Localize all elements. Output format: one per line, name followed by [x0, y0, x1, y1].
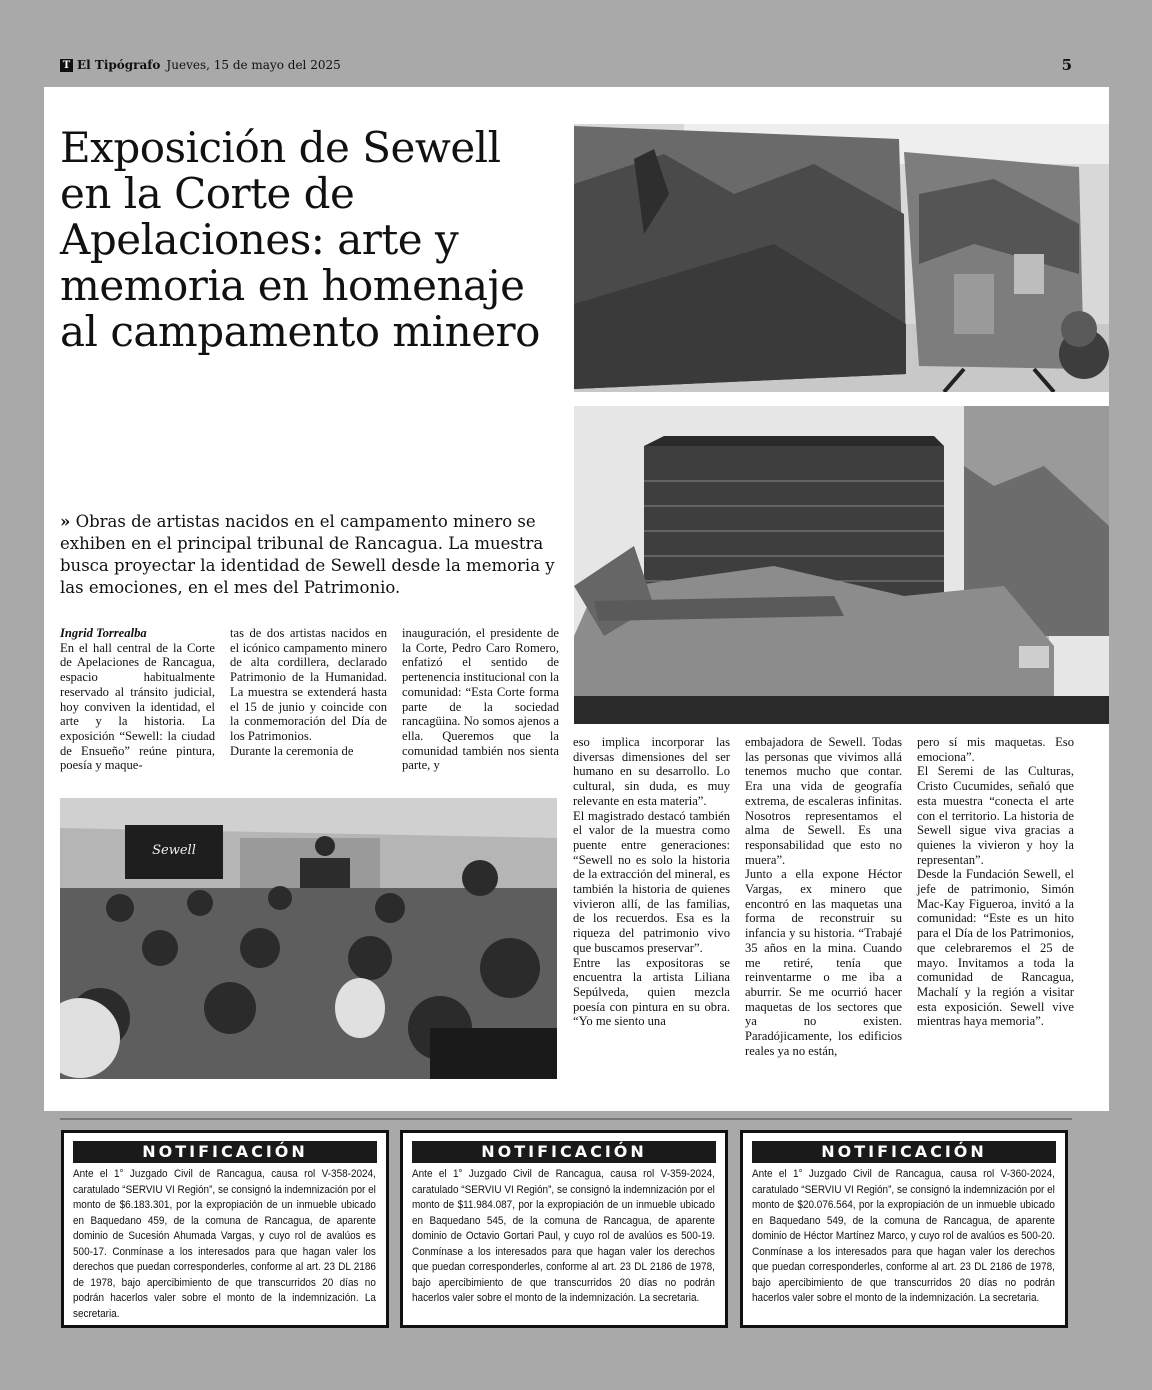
audience-photo — [60, 798, 557, 1079]
paragraph: Junto a ella expone Héctor Vargas, ex minero que encontró en las maquetas una forma de reconstruir su infancia y su historia. “Trabajé 35 años en la mina. Cuando me retiré, tenía que reinventarme o me iba a aburrir. Se me ocurrió hacer maquetas de los sectores que ya no existen. Paradójicamente, los edificios reales ya no están, — [745, 867, 902, 1058]
issue-date: Jueves, 15 de mayo del 2025 — [166, 58, 341, 72]
text-column-6 — [917, 735, 1074, 1029]
notice-body: Ante el 1° Juzgado Civil de Rancagua, causa rol V-360-2024, caratulado “SERVIU VI Región”, se consignó la indemnización por el monto de $20.076.564, por la expropiación de un inmueble ubicado en Baquedano 549, de la comuna de Rancagua, de aparente dominio de Héctor Martínez Marco, y cuyo rol de avalúos es 500-20. Conmínase a los interesados para que hagan valer los derechos que puedan corresponderles, conforme al art. 23 DL 2186 de 1978, bajo apercibimiento de que transcurridos 20 días no podrán hacerlos valer sobre el monto de la indemnización. La secretaria. — [752, 1168, 1055, 1304]
paragraph: Entre las expositoras se encuentra la artista Liliana Sepúlveda, quien mezcla poesía con pintura en su obra. “Yo me siento una — [573, 955, 730, 1029]
paragraph: El magistrado destacó también el valor de la muestra como puente entre generaciones: “Sewell no es solo la historia de la extracción del mineral, es también la historia de quienes vivieron allí, de las familias, de los recuerdos. Esa es la riqueza del patrimonio vivo que buscamos preservar”. — [573, 808, 730, 955]
notice-body: Ante el 1° Juzgado Civil de Rancagua, causa rol V-359-2024, caratulado “SERVIU VI Región”, se consignó la indemnización por el monto de $11.984.087, por la expropiación de un inmueble ubicado en Baquedano 545, de la comuna de Rancagua, de aparente dominio de Octavio Gortari Paul, y cuyo rol de avalúos es 500-19. Conmínase a los interesados para que hagan valer los derechos que puedan corresponderles, conforme al art. 23 DL 2186 de 1978, bajo apercibimiento de que transcurridos 20 días no podrán hacerlos valer sobre el monto de la indemnización. La secretaria. — [412, 1168, 715, 1304]
paragraph: pero sí mis maquetas. Eso emociona”. — [917, 735, 1074, 764]
paragraph: Desde la Fundación Sewell, el jefe de patrimonio, Simón Mac-Kay Figueroa, invitó a la comunidad: “Este es un hito para el Día de los Patrimonios, que celebraremos el 25 de mayo. Invitamos a toda la comunidad de Rancagua, Machalí y la región a visitar esta exposición. Sewell vive mientras haya memoria”. — [917, 867, 1074, 1029]
text-column-1 — [60, 626, 215, 773]
screen-text: Sewell — [152, 843, 196, 858]
maqueta-photo — [574, 406, 1109, 724]
notice-heading: NOTIFICACIÓN — [73, 1141, 377, 1163]
paragraph: En el hall central de la Corte de Apelaciones de Rancagua, espacio habitualmente reservado al tránsito judicial, hoy conviven la identidad, el arte y la historia. La exposición “Sewell: la ciudad de Ensueño” reúne pintura, poesía y maque- — [60, 640, 215, 773]
deck-marker-icon: » — [60, 512, 71, 531]
paragraph: embajadora de Sewell. Todas las personas que vivimos allá tenemos mucho que contar. Era una vida de geografía extrema, de escaleras infinitas. Nosotros representamos el alma de Sewell. Es una responsabilidad que esto no muera”. — [745, 735, 902, 867]
notice-heading: NOTIFICACIÓN — [752, 1141, 1056, 1163]
byline: Ingrid Torrealba — [60, 626, 147, 640]
paragraph: Durante la ceremonia de — [230, 743, 354, 758]
paragraph: tas de dos artistas nacidos en el icónico campamento minero de alta cordillera, declarado Patrimonio de la Humanidad. La muestra se extenderá hasta el 15 de junio y coincide con la conmemoración del Día de los Patrimonios. — [230, 626, 387, 743]
paragraph: eso implica incorporar las diversas dimensiones del ser humano en su desarrollo. Lo cultural, sin duda, es muy relevante en esta materia”. — [573, 735, 730, 808]
page-number: 5 — [1061, 56, 1072, 74]
text-column-3 — [402, 626, 559, 773]
deck-text: Obras de artistas nacidos en el campamento minero se exhiben en el principal tribunal de Rancagua. La muestra busca proyectar la identidad de Sewell desde la memoria y las emociones, en el mes del Patrimonio. — [60, 512, 555, 597]
article-deck — [60, 511, 555, 599]
publication-name: El Tipógrafo — [77, 58, 161, 72]
text-column-2 — [230, 626, 387, 758]
article-panel — [44, 87, 1109, 1111]
notice-body: Ante el 1° Juzgado Civil de Rancagua, causa rol V-358-2024, caratulado “SERVIU VI Región”, se consignó la indemnización por el monto de $6.183.301, por la expropiación de un inmueble ubicado en Baquedano 459, de la comuna de Rancagua, de aparente dominio de Sucesión Ahumada Vargas, y cuyo rol de avalúos es 500-17. Conmínase a los interesados para que hagan valer los derechos que puedan corresponderles, conforme al art. 23 DL 2186 de 1978, bajo apercibimiento de que transcurridos 20 días no podrán hacerlos valer sobre el monto de la indemnización. La secretaria. — [73, 1168, 376, 1320]
legal-notice — [61, 1130, 389, 1328]
paragraph: El Seremi de las Culturas, Cristo Cucumides, señaló que esta muestra “conecta el arte con el territorio. La historia de Sewell sigue viva gracias a quienes la vivieron y hoy la representan”. — [917, 764, 1074, 867]
text-column-5 — [745, 735, 902, 1058]
text-column-4 — [573, 735, 730, 1029]
paintings-photo — [574, 124, 1109, 392]
page-header — [60, 58, 1072, 78]
paragraph: inauguración, el presidente de la Corte, Pedro Caro Romero, enfatizó el sentido de pertenencia institucional con la comunidad: “Esta Corte forma parte de la sociedad rancagüina. No somos ajenos a ella. Queremos que la comunidad también nos sienta parte, y — [402, 626, 560, 773]
notice-heading: NOTIFICACIÓN — [412, 1141, 716, 1163]
article-title: Exposición de Sewell en la Corte de Apelaciones: arte y memoria en homenaje al campamento minero — [60, 123, 540, 356]
legal-notice — [400, 1130, 728, 1328]
section-divider — [60, 1118, 1072, 1120]
publication-logo-icon: T — [60, 59, 73, 72]
legal-notice — [740, 1130, 1068, 1328]
